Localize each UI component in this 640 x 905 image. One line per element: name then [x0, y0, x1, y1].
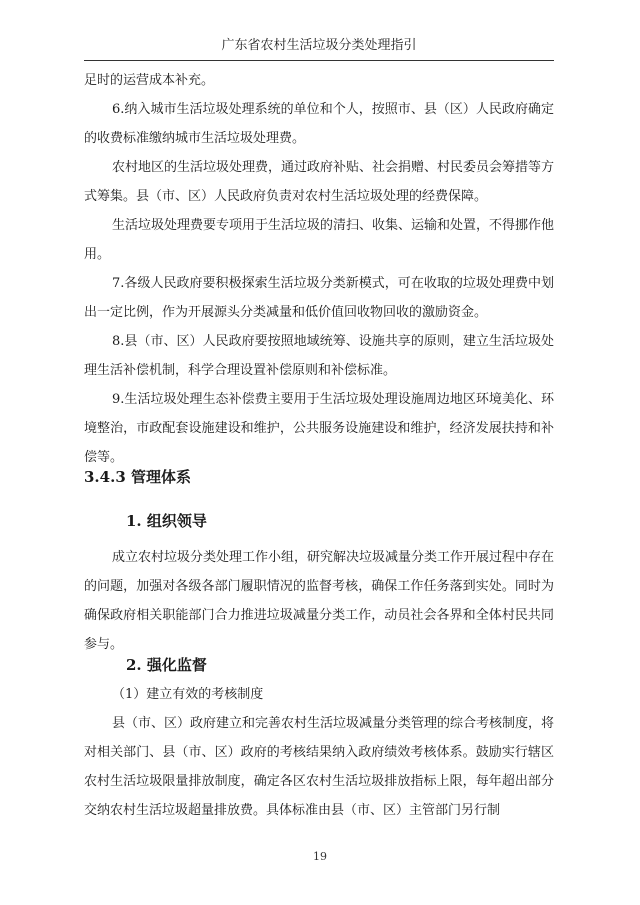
paragraph: 9.生活垃圾处理生态补偿费主要用于生活垃圾处理设施周边地区环境美化、环境整治，市政配套设施建设和维护，公共服务设施建设和维护，经济发展扶持和补偿等。 [84, 392, 554, 465]
header-title: 广东省农村生活垃圾分类处理指引 [221, 38, 417, 53]
paragraph: 县（市、区）政府建立和完善农村生活垃圾减量分类管理的综合考核制度，将对相关部门、县（市、区）政府的考核结果纳入政府绩效考核体系。鼓励实行辖区农村生活垃圾限量排放制度，确定各区农村生活垃圾排放指标上限，每年超出部分交纳农村生活垃圾超量排放费。具体标准由县（市、区）主管部门另行制 [84, 716, 555, 818]
paragraph: 7.各级人民政府要积极探索生活垃圾分类新模式，可在收取的垃圾处理费中划出一定比例，作为开展源头分类减量和低价值回收物回收的激励资金。 [84, 276, 554, 320]
paragraph: 6.纳入城市生活垃圾处理系统的单位和个人，按照市、县（区）人民政府确定的收费标准缴纳城市生活垃圾处理费。 [84, 102, 554, 146]
item-heading: （1）建立有效的考核制度 [112, 687, 264, 702]
page-header [84, 36, 554, 61]
body-supervision [84, 680, 554, 825]
section-heading: 3.4.3 管理体系 [84, 468, 191, 486]
subsection-heading-1: 1. 组织领导 [126, 512, 207, 530]
paragraph: 足时的运营成本补充。 [84, 73, 215, 88]
paragraph: 农村地区的生活垃圾处理费，通过政府补贴、社会捐赠、村民委员会筹措等方式筹集。县（市、区）人民政府负责对农村生活垃圾处理的经费保障。 [84, 160, 555, 204]
subsection-heading-2: 2. 强化监督 [126, 656, 207, 674]
paragraph: 8.县（市、区）人民政府要按照地域统筹、设施共享的原则，建立生活垃圾处理生活补偿机制，科学合理设置补偿原则和补偿标准。 [84, 334, 554, 378]
paragraph: 生活垃圾处理费要专项用于生活垃圾的清扫、收集、运输和处置，不得挪作他用。 [84, 218, 555, 262]
body-organization [84, 543, 554, 659]
paragraph: 成立农村垃圾分类处理工作小组，研究解决垃圾减量分类工作开展过程中存在的问题，加强对各级各部门履职情况的监督考核，确保工作任务落到实处。同时为确保政府相关职能部门合力推进垃圾减量分类工作，动员社会各界和全体村民共同参与。 [84, 550, 555, 652]
page-number: 19 [313, 850, 327, 863]
body-top [84, 66, 554, 472]
